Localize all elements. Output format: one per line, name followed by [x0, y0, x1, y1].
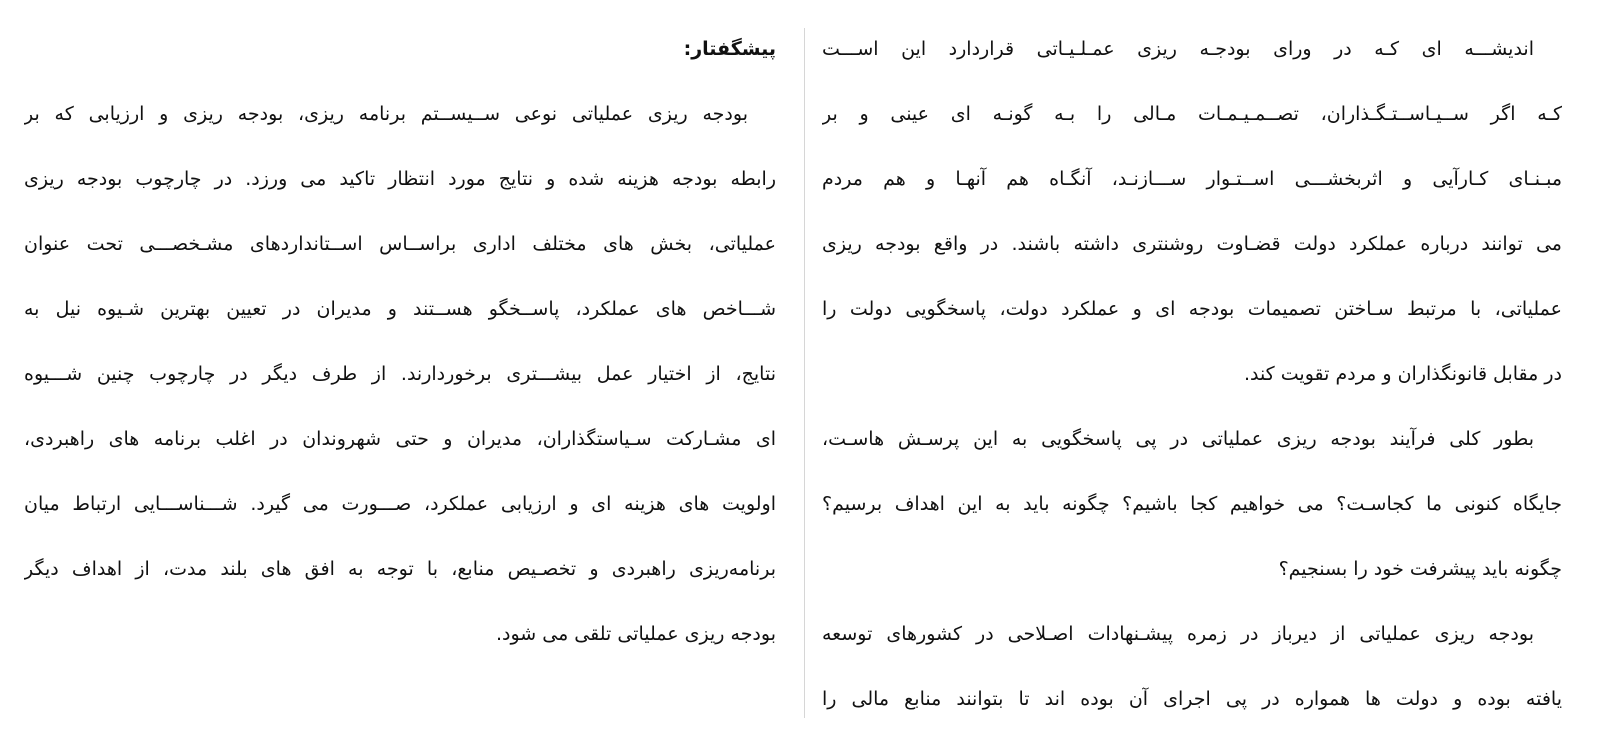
text-line: مبـنـای کـارآیی و اثربخشـــی اســتـوار ســـازنـد، آنگـاه هم آنهـا و هم مردم — [822, 168, 1562, 190]
text-line: در مقابل قانونگذاران و مردم تقویت کند. — [1243, 363, 1562, 385]
paragraph — [822, 422, 1562, 617]
right-column — [822, 0, 1562, 750]
paragraph — [24, 97, 776, 682]
column-divider — [804, 28, 805, 718]
section-heading: پیشگفتار: — [683, 38, 776, 60]
text-line: یافته بوده و دولت ها همواره در پی اجرای آن بوده اند تا بتوانند منابع مالی را — [822, 688, 1562, 710]
text-line: شـــاخص های عملکرد، پاســخگو هســتند و مدیران در تعیین بهترین شـیوه نیل به — [24, 298, 776, 320]
text-line: ای مشـارکت سـیاستگذاران، مدیران و حتی شهروندان در اغلب برنامه های راهبردی، — [24, 428, 776, 450]
text-line: چگونه باید پیشرفت خود را بسنجیم؟ — [1278, 558, 1562, 580]
text-line: بطور کلی فرآیند بودجه ریزی عملیاتی در پی پاسخگویی به این پرسـش هاسـت، — [822, 428, 1534, 450]
text-line: برنامه‌ریزی راهبردی و تخصـیص منابع، با توجه به افق های بلند مدت، از اهداف دیگر — [24, 558, 776, 580]
text-line: کـه اگر ســیـاســتـگـذاران، تصــمـیـمـات مـالی را بـه گونـه ای عینی و بر — [822, 103, 1562, 125]
text-line: جایگاه کنونی ما کجاسـت؟ می خواهیم کجا باشیم؟ چگونه باید به این اهداف برسیم؟ — [822, 493, 1562, 515]
text-line: بودجه ریزی عملیاتی از دیرباز در زمره پیشـنهادات اصـلاحی در کشورهای توسعه — [822, 623, 1534, 645]
text-line: عملیاتی، با مرتبط سـاختن تصمیمات بودجه ای و عملکرد دولت، پاسخگویی دولت را — [822, 298, 1562, 320]
paragraph — [822, 32, 1562, 422]
left-column — [24, 0, 776, 750]
paragraph — [822, 617, 1562, 722]
text-line: اولویت های هزینه ای و ارزیابی عملکرد، صـــورت می گیرد. شـــناســـایی ارتباط میان — [24, 493, 776, 515]
text-line: نتایج، از اختیار عمل بیشـــتری برخوردارند. از طرف دیگر در چارچوب چنین شـــیوه — [24, 363, 776, 385]
text-line: می توانند درباره عملکرد دولت قضـاوت روشنتری داشته باشند. در واقع بودجه ریزی — [822, 233, 1562, 255]
text-line: بودجه ریزی عملیاتی نوعی ســیســتم برنامه ریزی، بودجه ریزی و ارزیابی که بر — [24, 103, 748, 125]
text-line: رابطه بودجه هزینه شده و نتایج مورد انتظار تاکید می ورزد. در چارچوب بودجه ریزی — [24, 168, 776, 190]
text-line: بودجه ریزی عملیاتی تلقی می شود. — [495, 623, 776, 645]
text-line: عملیاتی، بخش های مختلف اداری براســاس اســتانداردهای مشـخصـــی تحت عنوان — [24, 233, 776, 255]
text-line: اندیشـــه ای کـه در ورای بودجـه ریزی عمـلـیـاتی قراردارد این اســـت — [822, 38, 1534, 60]
